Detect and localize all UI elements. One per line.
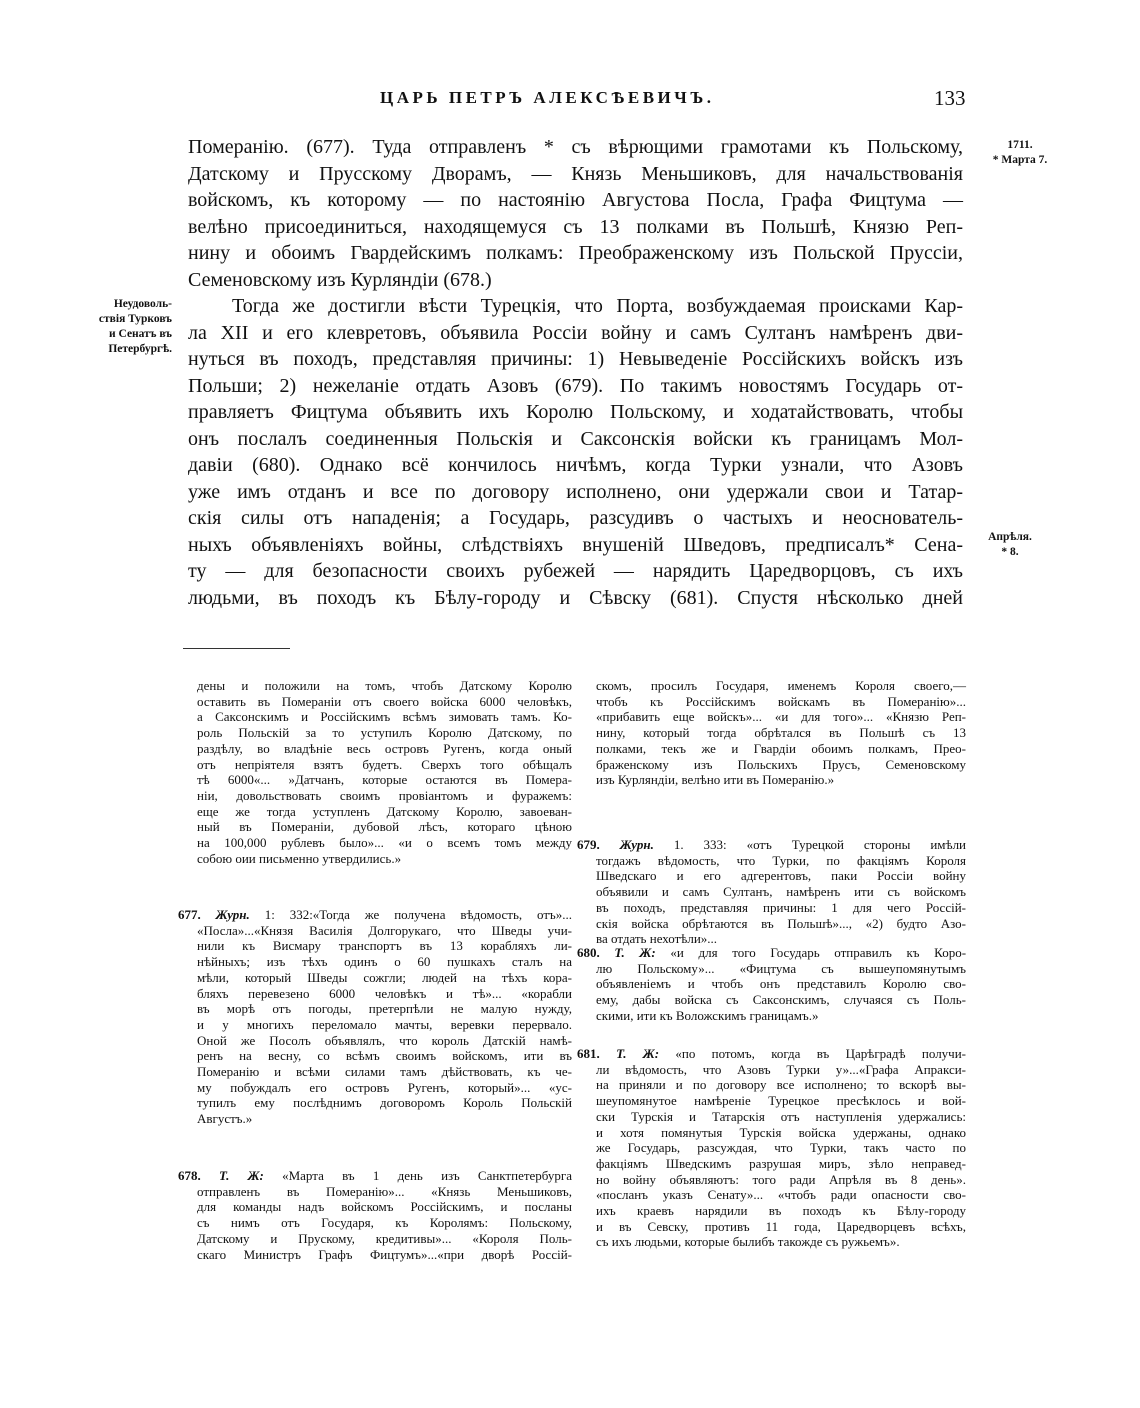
text-line: велѣно присоединиться, находящемуся съ 13 полками въ Польшѣ, Князю Реп- [188, 215, 963, 238]
footnote-text: «и для того Государь отправилъ къ Коро- [670, 945, 967, 960]
margin-note-date-march [988, 138, 1052, 168]
footnote-line: съ нимъ отъ Государя, къ Королямъ: Польскому, [197, 1215, 572, 1231]
margin-note-date-april [978, 530, 1042, 560]
text-line: нину и обоимъ Гвардейскимъ полкамъ: Преображенскому изъ Польской Пруссіи, [188, 242, 963, 264]
footnote-line: раздѣлу, во владѣніе весь островъ Ругенъ, когда оный [197, 740, 572, 756]
footnote-text: «по потомъ, когда въ Царѣградѣ получи- [675, 1046, 967, 1061]
footnote-line: роль Польскій за то уступилъ Королю Датскому, по [197, 725, 572, 741]
footnote-line [178, 1168, 572, 1184]
text-line: ту — для безопасности своихъ рубежей — нарядить Царедворцовъ, съ ихъ [188, 560, 963, 582]
footnote-line: собою оии письменно утвердились.» [197, 850, 402, 866]
footnote-source: Т. Ж: [218, 1168, 264, 1183]
footnote-line: и въ Севску, противъ 11 года, Царедворцевъ всѣхъ, [596, 1218, 966, 1234]
footnote-line: факціямъ Шведскимъ разрушая миръ, зѣло неправед- [596, 1155, 966, 1171]
margin-note-line: * Марта 7. [992, 154, 1048, 166]
footnote [577, 945, 966, 1024]
footnote-line: мѣли, который Шведы сожгли; людей на тѣхъ кора- [197, 969, 572, 985]
footnote-line: Померанію и всѣми силами тамъ дѣйствовать, къ че- [197, 1064, 572, 1080]
footnote-line: тупилъ ему послѣднимъ договоромъ Король Польскій [197, 1095, 572, 1111]
footnote-line: «посланъ указъ Сенату»... «чтобъ ради опасности сво- [596, 1187, 966, 1203]
text-line: Померанію. (677). Туда отправленъ * съ вѣрющими грамотами къ Польскому, [188, 136, 963, 158]
footnote-line: ва отдать нехотѣли»... [596, 931, 718, 947]
footnote-line: на 100,000 рублевъ было»... «и о всемъ томъ между [197, 835, 572, 851]
main-text [188, 134, 963, 611]
margin-note-line: и Сенатъ въ [109, 328, 172, 340]
footnote-line: для команды надъ войскомъ Россійскимъ, и посланы [197, 1199, 572, 1215]
footnote-source: Журн. [215, 907, 250, 922]
text-line: нуться въ походъ, представляя причины: 1) Невыведеніе Россійскихъ войскъ изъ [188, 348, 963, 370]
margin-note-left [96, 297, 172, 357]
footnote-line: Шведскаго и его адгерентовъ, паки Россіи войну [596, 868, 966, 884]
footnote-line: скія войска обрѣтаются въ Польшѣ»..., «2) будто Азо- [596, 915, 966, 931]
text-line: уже имъ отданъ и все по договору исполнено, они удержали свои и Татар- [188, 480, 963, 503]
footnote-separator [183, 648, 290, 649]
margin-note-line: 1711. [1007, 139, 1033, 151]
footnote-line: ихъ краевъ нарядили въ походъ къ Бѣлу-городу [596, 1203, 966, 1219]
footnote-line: Августъ.» [197, 1111, 253, 1127]
footnote-line: браженскому изъ Польскихъ Прусъ, Семеновскому [596, 756, 966, 772]
footnote-line: ный въ Помераніи, дубовой лѣсъ, котораго цѣною [197, 819, 572, 835]
margin-note-line: ствія Турковъ [98, 313, 172, 325]
footnote-line: лю Польскому»... «Фицтума съ вышеупомянутымъ [596, 960, 966, 976]
footnote-line: на приняли и по договору все исполнено; то вскорѣ вы- [596, 1077, 966, 1093]
footnote-line: Датскому и Прускому, кредитивы»... «Короля Поль- [197, 1230, 572, 1246]
text-line: ныхъ объявленіяхъ войны, слѣдствіяхъ внушеній Шведовъ, предписалъ* Сена- [188, 533, 963, 556]
footnote-line: отправленъ въ Померанію»... «Князь Меньшиковъ, [197, 1183, 572, 1199]
margin-note-line: Апрѣля. [988, 531, 1032, 543]
page-number: 133 [934, 86, 966, 110]
footnote-line: скими, ити къ Воложскимъ границамъ.» [596, 1007, 819, 1023]
footnote-line [577, 837, 966, 853]
footnote-line: тѣ 6000«... »Датчанъ, которые остаются въ Помера- [197, 772, 572, 788]
footnote-line: дены и положили на томъ, чтобъ Датскому Королю [197, 678, 572, 693]
footnote-text: 1. 333: «отъ Турецкой стороны имѣли [673, 837, 967, 852]
footnote-line: скаго Министръ Графъ Фицтумъ»...«при дворѣ Россій- [197, 1246, 572, 1262]
footnote-line [577, 1046, 966, 1062]
text-line: скія силы отъ нападенія; а Государь, разсудивъ о частыхъ и неоснователь- [188, 507, 963, 529]
footnote-line: «прибавить еще войскъ»... «и для того»... «Князю Реп- [596, 709, 966, 725]
footnote-text: «Марта въ 1 день изъ Санктпетербурга [282, 1168, 573, 1183]
footnote-line: ренъ на весну, со всѣмъ своимъ войскомъ, ити въ [197, 1048, 572, 1064]
footnote-line: бляхъ перевезено 6000 человѣкъ и тѣ»... «корабли [197, 985, 572, 1001]
footnote-line: скомъ, просилъ Государя, именемъ Короля своего,— [596, 678, 966, 693]
footnote-source: Т. Ж: [616, 1046, 660, 1061]
footnote-number: 680. [577, 945, 600, 960]
footnote-line: ему, дабы войска съ Саксонскимъ, случаяся съ Поль- [596, 992, 966, 1008]
footnote-line: чтобъ къ Россійскимъ войскамъ въ Померанію»... [596, 693, 966, 709]
footnote-line: нѣйныхъ; изъ тѣхъ одинъ о 60 пушкахъ сталъ на [197, 954, 572, 970]
footnote-line: шеупомянутое намѣреніе Турецкое пресѣклось и вой- [596, 1093, 966, 1109]
footnote-number: 677. [178, 907, 201, 922]
footnote-line: тогдажъ вѣдомость, что Турки, по факціямъ Короля [596, 852, 966, 868]
footnote-line: объявили и самъ Султанъ, намѣренъ ити съ войскомъ [596, 884, 966, 900]
footnote [577, 837, 966, 947]
running-header-title: ЦАРЬ ПЕТРЪ АЛЕКСѢЕВИЧЪ. [380, 88, 715, 107]
footnote-line: и хотя помянутыя Турскія войска удержаны, однако [596, 1124, 966, 1140]
footnote [178, 678, 572, 866]
footnote-source: Т. Ж: [614, 945, 656, 960]
footnote-line: му побуждалъ его островъ Ругенъ, который»... «ус- [197, 1079, 572, 1095]
footnote-line: же Государь, разсуждая, что Турки, такъ часто по [596, 1140, 966, 1156]
footnote-line: но войну объявляютъ: того ради Апрѣля въ 8 день». [596, 1171, 966, 1187]
footnote-line: ли вѣдомость, что Азовъ Турки у»...«Графа Апракси- [596, 1061, 966, 1077]
footnote-line: и у многихъ переломало мачты, веревки перервало. [197, 1016, 572, 1032]
text-line: ла XII и его клевретовъ, объявила Россіи войну и самъ Султанъ намѣренъ дви- [188, 321, 963, 344]
footnote-text: 1: 332:«Тогда же получена вѣдомость, отъ»... [264, 907, 573, 922]
text-line: Тогда же достигли вѣсти Турецкія, что Порта, возбуждаемая происками Кар- [232, 295, 963, 317]
margin-note-line: Петербургѣ. [108, 343, 172, 355]
text-line: Семеновскому изъ Курляндіи (678.) [188, 268, 492, 291]
footnote [577, 678, 966, 788]
footnote-line: ски Турскія и Татарскія отъ наступленія удержались: [596, 1108, 966, 1124]
footnote-line: въ походъ, представляя причины: 1 для чего Россій- [596, 899, 966, 915]
footnote-line [577, 945, 966, 961]
footnote-line: нили къ Висмару транспортъ въ 13 корабляхъ ли- [197, 938, 572, 954]
footnote-line: въ морѣ отъ погоды, претерпѣли не малую нужду, [197, 1001, 572, 1017]
footnote-number: 679. [577, 837, 600, 852]
text-line: давіи (680). Однако всё кончилось ничѣмъ, когда Турки узнали, что Азовъ [188, 454, 963, 476]
footnote [577, 1046, 966, 1250]
footnote-line: Оной же Посолъ объявлялъ, что король Датскій намѣ- [197, 1032, 572, 1048]
footnote-number: 678. [178, 1168, 201, 1183]
margin-note-line: * 8. [1001, 546, 1019, 558]
footnote-line: полками, текъ же и Гвардіи обоимъ полкамъ, Прео- [596, 740, 966, 756]
footnote-line: нину, который тогда обрѣтался въ Польшѣ съ 13 [596, 725, 966, 741]
text-line: войскомъ, къ которому — по настоянію Августова Посла, Графа Фицтума — [188, 189, 963, 211]
text-line: Польши; 2) нежеланіе отдать Азовъ (679). По такимъ новостямъ Государь от- [188, 374, 963, 397]
footnote-line: «Посла»...«Князя Василія Долгорукаго, что Шведы учи- [197, 922, 572, 938]
footnote-source: Журн. [619, 837, 654, 852]
text-line: Датскому и Прусскому Дворамъ, — Князь Меньшиковъ, для начальствованія [188, 162, 963, 185]
text-line: правляетъ Фицтума объявить ихъ Королю Польскому, и ходатайствовать, чтобы [188, 401, 963, 423]
margin-note-line: Неудоволь- [113, 298, 172, 310]
footnote [178, 1168, 572, 1262]
footnote-line: еще же тогда уступленъ Датскому Королю, завоеван- [197, 803, 572, 819]
text-line: людьми, въ походъ къ Бѣлу-городу и Сѣвску (681). Спустя нѣсколько дней [188, 586, 963, 609]
footnote-line: изъ Курляндіи, велѣно ити въ Померанію.» [596, 772, 835, 788]
text-line: онъ послалъ соединенныя Польскія и Саксонскія войски къ границамъ Мол- [188, 427, 963, 450]
footnote-line: оставить въ Помераніи отъ своего войска 6000 человѣкъ, [197, 693, 572, 709]
footnote-line: ніи, довольствовать своимъ провіантомъ и фуражемъ: [197, 787, 572, 803]
footnote-line: съ ихъ людьми, которые былибъ такожде съ ружьемъ». [596, 1234, 900, 1250]
footnote-line: отъ непріятеля взятъ будетъ. Сверхъ того обѣщалъ [197, 756, 572, 772]
footnote-line: объявленіемъ и чтобъ онъ представилъ Королю сво- [596, 976, 966, 992]
footnote-number: 681. [577, 1046, 600, 1061]
footnote-line: а Саксонскимъ и Россійскимъ всѣмъ зимовать тамъ. Ко- [197, 709, 572, 725]
footnote-line [178, 907, 572, 923]
footnote [178, 907, 572, 1127]
